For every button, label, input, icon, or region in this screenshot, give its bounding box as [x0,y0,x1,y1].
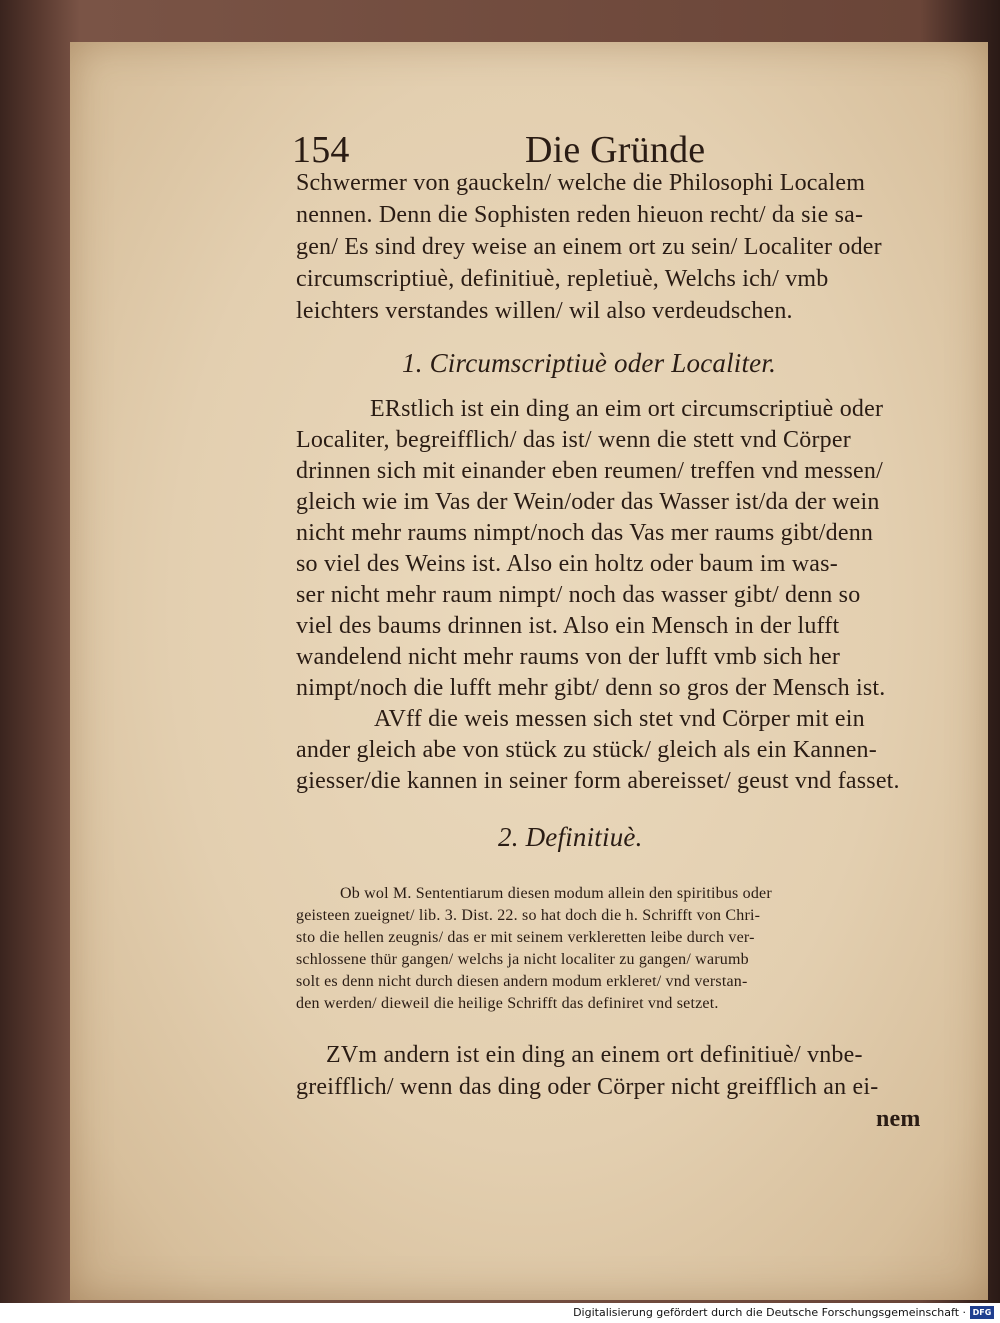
section-heading-2: 2. Definitiuè. [498,822,643,852]
note-line: geisteen zueignet/ lib. 3. Dist. 22. so hat doch die h. Schrifft von Chri- [296,907,761,924]
text-line: gleich wie im Vas der Wein/oder das Wasser ist/da der wein [296,489,880,515]
page-number: 154 [292,129,350,171]
footer-bar [0,1303,1000,1323]
note-line: den werden/ dieweil die heilige Schrifft das definiret vnd setzet. [296,995,719,1012]
text-line: drinnen sich mit einander eben reumen/ treffen vnd messen/ [296,458,883,484]
text-line: Localiter, begreifflich/ das ist/ wenn die stett vnd Cörper [296,427,851,453]
text-line: ZVm andern ist ein ding an einem ort definitiuè/ vnbe- [326,1042,863,1068]
note-line: solt es denn nicht durch diesen andern modum erkleret/ vnd verstan- [296,973,748,990]
running-title: Die Gründe [525,129,706,171]
text-line: giesser/die kannen in seiner form abereisset/ geust vnd fasset. [296,768,900,794]
text-line: nimpt/noch die lufft mehr gibt/ denn so gros der Mensch ist. [296,675,886,701]
text-line: gen/ Es sind drey weise an einem ort zu sein/ Localiter oder [296,234,882,260]
text-line: ERstlich ist ein ding an eim ort circumscriptiuè oder [370,396,884,422]
text-line: Schwermer von gauckeln/ welche die Philosophi Localem [296,170,866,196]
note-line: Ob wol M. Sententiarum diesen modum allein den spiritibus oder [340,885,772,902]
book-page [70,42,988,1300]
section-heading-1: 1. Circumscriptiuè oder Localiter. [402,348,777,378]
note-line: sto die hellen zeugnis/ das er mit seinem verkleretten leibe durch ver- [296,929,755,946]
note-line: schlossene thür gangen/ welchs ja nicht localiter zu gangen/ warumb [296,951,749,968]
text-line: nennen. Denn die Sophisten reden hieuon recht/ da sie sa- [296,202,864,228]
text-line: wandelend nicht mehr raums von der lufft vmb sich her [296,644,841,670]
dfg-logo-icon: DFG [970,1306,994,1319]
text-line: leichters verstandes willen/ wil also verdeudschen. [296,298,793,324]
text-line: ser nicht mehr raum nimpt/ noch das wasser gibt/ denn so [296,582,861,608]
text-line: so viel des Weins ist. Also ein holtz oder baum im was- [296,551,838,577]
catchword: nem [876,1106,921,1132]
text-line: circumscriptiuè, definitiuè, repletiuè, Welchs ich/ vmb [296,266,829,292]
text-line: AVff die weis messen sich stet vnd Cörper mit ein [374,706,865,732]
text-line: nicht mehr raums nimpt/noch das Vas mer raums gibt/denn [296,520,874,546]
text-line: viel des baums drinnen ist. Also ein Mensch in der lufft [296,613,840,639]
text-line: greifflich/ wenn das ding oder Cörper nicht greifflich an ei- [296,1074,879,1100]
funding-credit: Digitalisierung gefördert durch die Deutsche Forschungsgemeinschaft · [573,1306,966,1319]
text-line: ander gleich abe von stück zu stück/ gleich als ein Kannen- [296,737,877,763]
